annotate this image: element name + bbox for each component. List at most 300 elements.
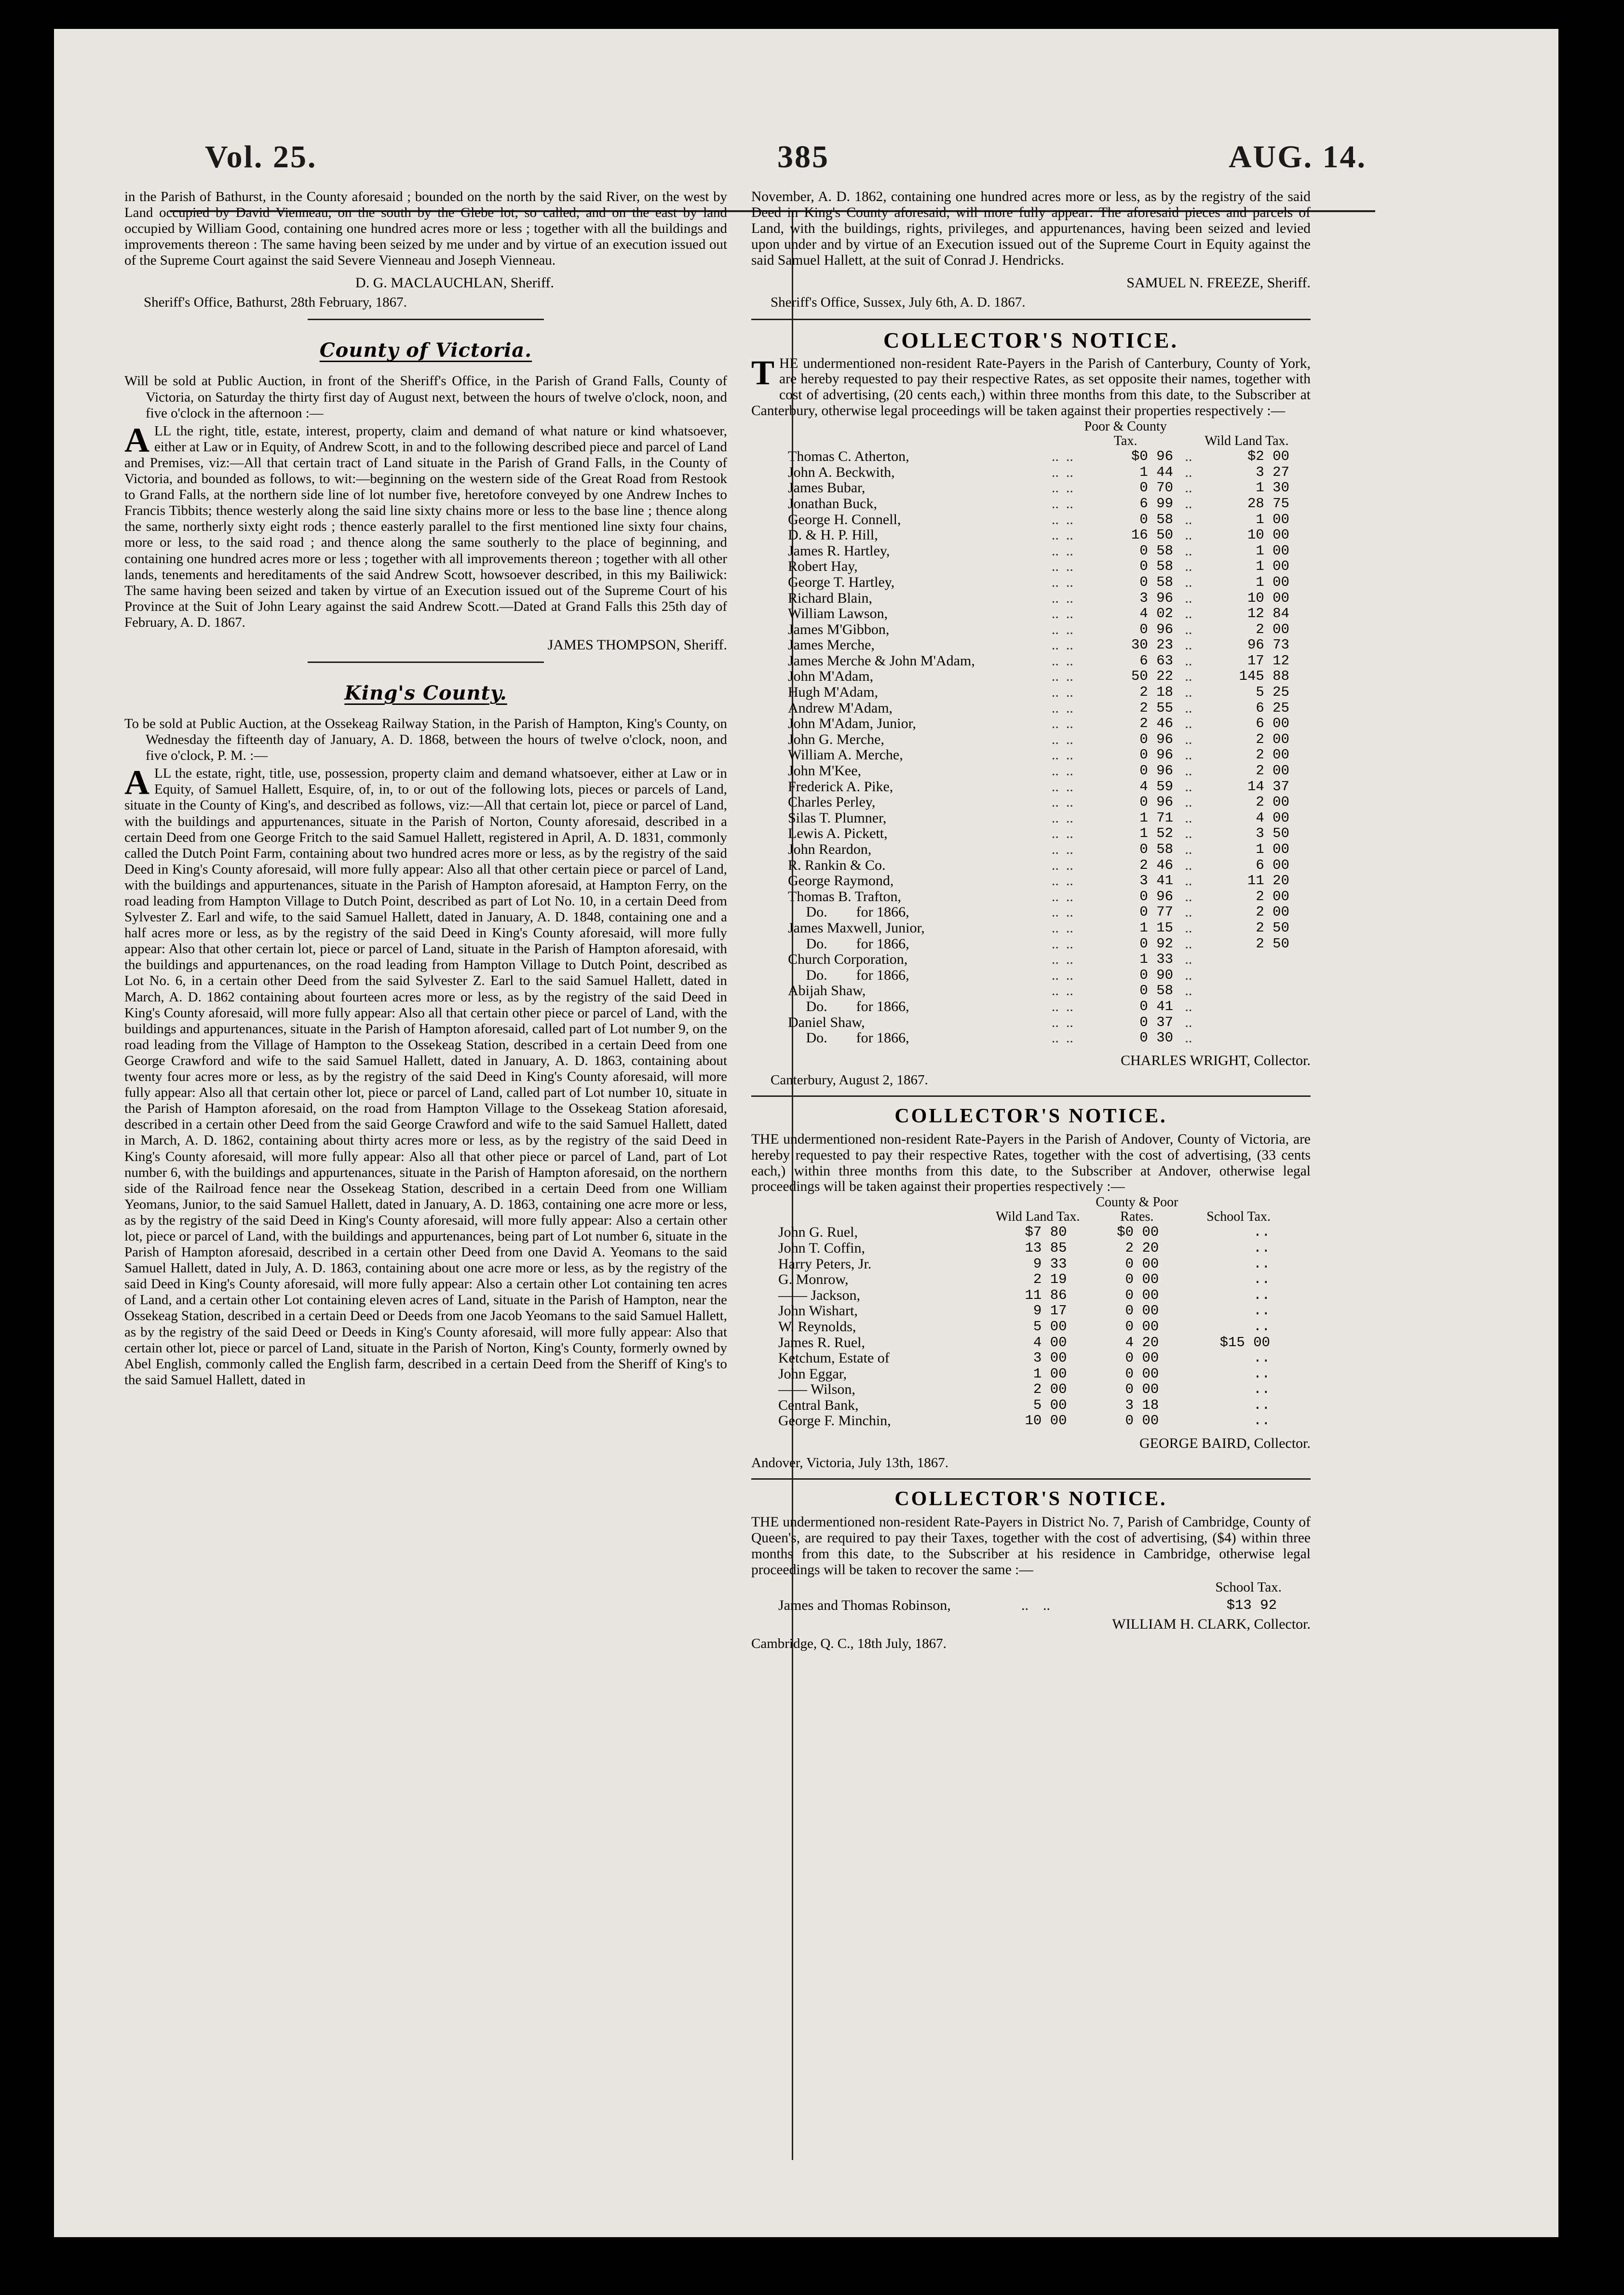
canterbury-row	[788, 685, 1289, 701]
ratepayer-name: Thomas C. Atherton,	[788, 448, 909, 465]
leader-dots: .. ..	[1051, 810, 1073, 826]
wild-land-tax: 1 00	[1256, 511, 1289, 527]
canterbury-row	[788, 904, 1289, 920]
poor-county-tax: 4 59	[1139, 778, 1174, 795]
poor-county-tax: 0 96	[1139, 763, 1174, 779]
leader-dots: .. ..	[1051, 684, 1073, 701]
canterbury-row	[788, 1015, 1289, 1031]
andover-intro: THE undermentioned non-resident Rate-Payers in the Parish of Andover, County of Victoria, are hereby requested to pay their respective Rates, together with the cost of advertising, (33 cents each,) within three months from this date, to the Subscriber at Andover, otherwise legal proceedings will be taken against their properties respectively :—	[751, 1131, 1311, 1195]
county-poor-rates: 0 00	[1125, 1413, 1159, 1429]
ratepayer-name: Church Corporation,	[788, 951, 908, 968]
ratepayer-name: Do. for 1866,	[788, 904, 909, 920]
andover-row	[769, 1413, 1289, 1429]
victoria-body-text: LL the right, title, estate, interest, property, claim and demand of what nature or kind whatsoever, either at Law or in Equity, of Andrew Scott, in and to the following described piece and parcel of Land and Premises, viz:—All that certain tract of Land situate in the Parish of Grand Falls, in the County of Victoria, and bounded as follows, to wit:—beginning on the western side of the Great Road from Restook to Grand Falls, at the northern side line of lot number five, heretofore conveyed by one Andrew Inches to Francis Tibbits; thence westerly along the said line sixty chains more or less to the base line ; thence along the same, northerly sixty eight rods ; thence easterly parallel to the first mentioned line sixty four chains, more or less, to the said road ; and thence along the same southerly to the place of beginning, and containing one hundred acres more or less ; together with all improvements thereon ; together with all other lands, tenements and hereditaments of the said Andrew Scott, howsoever described, in this my Bailiwick: The same having been seized and taken by virtue of an Execution issued out of the Supreme Court of his Province at the Suit of John Leary against the said Andrew Scott.—Dated at Grand Falls this 25th day of February, A. D. 1867.	[124, 423, 727, 630]
ratepayer-name: —— Wilson,	[778, 1381, 855, 1398]
leader-dots: .. ..	[1051, 558, 1073, 575]
andover-row	[769, 1335, 1289, 1351]
ratepayer-name: James R. Ruel,	[778, 1334, 865, 1350]
leader-dots: .. ..	[1051, 747, 1073, 763]
poor-county-tax: 0 37	[1139, 1014, 1174, 1030]
leader-dots: .. ..	[1051, 652, 1073, 669]
canterbury-title: COLLECTOR'S NOTICE.	[883, 327, 1178, 352]
bathurst-dateline: Sheriff's Office, Bathurst, 28th February, 1867.	[144, 295, 407, 310]
wild-land-tax: $2 00	[1247, 448, 1289, 465]
ratepayer-name: William A. Merche,	[788, 747, 903, 763]
leader-dots: ..	[1185, 904, 1192, 920]
leader-dots: .. ..	[1051, 873, 1073, 889]
andover-rows	[769, 1225, 1289, 1429]
county-poor-rates: $0 00	[1117, 1224, 1159, 1241]
wild-land-tax: 13 85	[1025, 1240, 1067, 1256]
leader-dots: .. ..	[1051, 1014, 1073, 1030]
leader-dots: ..	[1185, 951, 1192, 968]
victoria-heading: County of Victoria.	[319, 339, 532, 362]
andover-row	[769, 1319, 1289, 1335]
wild-land-tax: 1 00	[1033, 1365, 1067, 1382]
kings-body-text: LL the estate, right, title, use, possession, property claim and demand whatsoever, either at Law or in Equity, of Samuel Hallett, Esquire, of, in, to or out of the following lots, pieces or parcels of Land, situate in the County of King's, and described as follows, viz:—All that certain lot, piece or parcel of Land, with the buildings and appurtenances, situate in the Parish of Norton, County aforesaid, described in a certain Deed from one George Fritch to the said Samuel Hallett, registered in April, A. D. 1831, commonly called the Dutch Point Farm, containing about two hundred acres more or less, as by the registry of the said Deed in King's County aforesaid, will more fully appear: Also all that other certain piece or parcel of Land, with the buildings and appurtenances, situate in the Parish of Hampton aforesaid, at Hampton Ferry, on the road leading from Hampton Village to Dutch Point, described as part of Lot No. 10, in a certain Deed from Sylvester Z. Earl and wife, to the said Samuel Hallett, dated in January, A. D. 1848, containing one and a half acres more or less, as by the registry of the said Deed in King's County aforesaid, will more fully appear: Also that other certain lot, piece or parcel of Land, situate in the Parish of Hampton aforesaid, with the buildings and appurtenances, on the road leading from Hampton Village to Dutch Point, described as Lot No. 6, in a certain other Deed from the said Sylvester Z. Earl to the said Samuel Hallett, dated in March, A. D. 1862 containing about fourteen acres more or less, as by the registry of the said Deed in King's County aforesaid, will more fully appear: Also all that certain other piece or parcel of Land, with the buildings and appurtenances, situate in the Parish of Hampton aforesaid, called part of Lot number 9, on the road leading from the Village of Hampton to the Ossekeag Station, described in a certain Deed from one George Crawford and wife to the said Samuel Hallett, dated in January, A. D. 1863, containing about twenty four acres more or less, as by the registry of the said Deed in King's County aforesaid, will more fully appear: Also all that certain other lot, piece or parcel of Land, called part of Lot number 10, situate in the Parish of Hampton aforesaid, on the road from Hampton Village to the Ossekeag Station aforesaid, described in a certain other Deed from the said George Crawford and wife to the said Samuel Hallett, dated in March, A. D. 1862, containing about thirty acres more or less, as by the registry of the said Deed in King's County aforesaid, will more fully appear: Also all that other piece or parcel of Land, part of Lot number 6, with the buildings and appurtenances, situate in the Parish of Hampton aforesaid, on the northern side of the Railroad fence near the Ossekeag Station, described in a certain Deed from one William Yeomans, Junior, to the said Samuel Hallett, dated in January, A. D. 1863, containing one acre more or less, as by the registry of the said Deed in King's County aforesaid, will more fully appear: Also a certain other lot, piece or parcel of Land, with the buildings and appurtenances, being part of Lot number 6, situate in the Parish of Hampton aforesaid, described in a certain other Deed from one David A. Yeomans to the said Samuel Hallett, dated in July, A. D. 1863, containing about one acre more or less, as by the registry of the said Deed in King's County aforesaid, will more fully appear: Also a certain other Lot containing ten acres of Land, and a certain other Lot containing eleven acres of Land, situate in the Parish of Hampton, near the Ossekeag Station, described in a certain Deed or Deeds from one Jacob Yeomans to the said Samuel Hallett, as by the registry of the said Deed or Deeds in King's County aforesaid, will more fully appear: Also that certain other lot, piece or parcel of Land, situate in the Parish of Norton, King's County, formerly owned by Abel English, commonly called the English farm, described in a certain Deed from the Sheriff of King's to the said Samuel Hallett, dated in	[124, 766, 727, 1388]
ratepayer-name: John Eggar,	[778, 1365, 847, 1382]
kings-continuation: November, A. D. 1862, containing one hundred acres more or less, as by the registry of the said Deed in King's County aforesaid, will more fully appear: The aforesaid pieces and parcels of Land, with the buildings, rights, privileges, and appurtenances, having been seized and levied upon under and by virtue of an Execution issued out of the Supreme Court in Equity against the said Samuel Hallett, at the suit of Conrad J. Hendricks.	[751, 189, 1311, 268]
leader-dots: .. ..	[1051, 527, 1073, 543]
volume-label: Vol. 25.	[205, 139, 317, 175]
victoria-dropcap: A	[124, 420, 149, 459]
wild-land-tax: 12 84	[1247, 606, 1289, 622]
leader-dots: .. ..	[1051, 700, 1073, 716]
wild-land-tax: 6 00	[1256, 716, 1289, 732]
wild-land-tax: 2 50	[1256, 935, 1289, 952]
kings-heading: King's County.	[344, 681, 507, 704]
leader-dots: ..	[1185, 919, 1192, 936]
leader-dots: .. ..	[1051, 888, 1073, 904]
ratepayer-name: Hugh M'Adam,	[788, 684, 879, 701]
canterbury-row	[788, 858, 1289, 874]
leader-dots: ..	[1185, 794, 1192, 810]
ratepayer-name: John G. Merche,	[788, 731, 884, 747]
wild-land-tax: 1 00	[1256, 574, 1289, 590]
leader-dots: ..	[1185, 527, 1192, 543]
poor-county-tax: 0 30	[1139, 1030, 1174, 1046]
cambridge-row-name: James and Thomas Robinson,	[778, 1597, 951, 1613]
canterbury-row	[788, 527, 1289, 543]
cambridge-intro: THE undermentioned non-resident Rate-Payers in District No. 7, Parish of Cambridge, County of Queen's, are required to pay their Taxes, together with the cost of advertising, ($4) within three months from this date, to the Subscriber at his residence in Cambridge, otherwise legal proceedings will be taken to recover the same :—	[751, 1514, 1311, 1578]
poor-county-tax: 1 44	[1139, 464, 1174, 480]
poor-county-tax: 1 15	[1139, 919, 1174, 936]
andover-row	[769, 1241, 1289, 1256]
leader-dots: .. ..	[1051, 998, 1073, 1014]
ratepayer-name: James Merche,	[788, 637, 875, 653]
leader-dots: ..	[1185, 480, 1192, 496]
wild-land-tax: 4 00	[1256, 810, 1289, 826]
school-tax: ..	[1253, 1287, 1270, 1303]
leader-dots: .. ..	[1051, 606, 1073, 622]
section-rule	[308, 662, 544, 663]
cambridge-row	[751, 1596, 1311, 1615]
leader-dots: ..	[1185, 1030, 1192, 1046]
leader-dots: ..	[1185, 1014, 1192, 1030]
ratepayer-name: James M'Gibbon,	[788, 621, 890, 637]
cambridge-dots: .. ..	[1021, 1597, 1050, 1613]
leader-dots: ..	[1185, 935, 1192, 952]
ratepayer-name: George F. Minchin,	[778, 1413, 891, 1429]
wild-land-tax: 2 00	[1256, 763, 1289, 779]
canterbury-intro	[751, 353, 1311, 419]
wild-land-tax	[1204, 999, 1289, 1015]
leader-dots: .. ..	[1051, 731, 1073, 747]
leader-dots: .. ..	[1051, 574, 1073, 590]
poor-county-tax: 0 96	[1139, 747, 1174, 763]
leader-dots: ..	[1185, 590, 1192, 606]
canterbury-col-wild: Wild Land Tax.	[1204, 433, 1289, 449]
canterbury-dropcap: T	[751, 353, 775, 392]
leader-dots: .. ..	[1051, 1030, 1073, 1046]
ratepayer-name: Do. for 1866,	[788, 935, 909, 952]
wild-land-tax: 14 37	[1247, 778, 1289, 795]
andover-table	[769, 1195, 1289, 1429]
poor-county-tax: 2 46	[1139, 716, 1174, 732]
leader-dots: .. ..	[1051, 825, 1073, 842]
canterbury-row	[788, 559, 1289, 575]
poor-county-tax: 0 58	[1139, 983, 1174, 999]
leader-dots: .. ..	[1051, 668, 1073, 685]
ratepayer-name: James Bubar,	[788, 480, 866, 496]
ratepayer-name: G. Monrow,	[778, 1271, 849, 1288]
poor-county-tax: 0 41	[1139, 998, 1174, 1014]
victoria-signature: JAMES THOMPSON, Sheriff.	[547, 636, 727, 653]
andover-row	[769, 1225, 1289, 1241]
wild-land-tax: 5 00	[1033, 1397, 1067, 1413]
canterbury-row	[788, 747, 1289, 763]
leader-dots: .. ..	[1051, 778, 1073, 795]
leader-dots: .. ..	[1051, 983, 1073, 999]
ratepayer-name: W. Reynolds,	[778, 1318, 856, 1335]
leader-dots: ..	[1185, 841, 1192, 857]
poor-county-tax: 0 90	[1139, 967, 1174, 983]
school-tax: $15 00	[1219, 1334, 1270, 1350]
ratepayer-name: Jonathan Buck,	[788, 495, 877, 512]
wild-land-tax	[1204, 1015, 1289, 1031]
poor-county-tax: 50 22	[1131, 668, 1174, 685]
canterbury-row	[788, 952, 1289, 968]
ratepayer-name: D. & H. P. Hill,	[788, 527, 878, 543]
poor-county-tax: 0 58	[1139, 574, 1174, 590]
county-poor-rates: 0 00	[1125, 1318, 1159, 1335]
leader-dots: .. ..	[1051, 542, 1073, 559]
leader-dots: .. ..	[1051, 951, 1073, 968]
poor-county-tax: 2 18	[1139, 684, 1174, 701]
canterbury-row	[788, 983, 1289, 999]
wild-land-tax: 2 50	[1256, 919, 1289, 936]
leader-dots: .. ..	[1051, 480, 1073, 496]
canterbury-row	[788, 512, 1289, 528]
canterbury-rows	[788, 449, 1289, 1046]
ratepayer-name: John M'Kee,	[788, 763, 862, 779]
canterbury-dateline: Canterbury, August 2, 1867.	[771, 1072, 928, 1088]
ratepayer-name: Ketchum, Estate of	[778, 1350, 890, 1366]
right-column	[751, 189, 1311, 2115]
county-poor-rates: 0 00	[1125, 1303, 1159, 1319]
canterbury-row	[788, 591, 1289, 607]
victoria-intro: Will be sold at Public Auction, in front of the Sheriff's Office, in the Parish of Grand Falls, County of Victoria, on Saturday the thirty first day of August next, between the hours of twelve o'clock, noon, and five o'clock in the afternoon :—	[124, 373, 727, 421]
canterbury-row	[788, 716, 1289, 732]
wild-land-tax	[1204, 968, 1289, 984]
ratepayer-name: Central Bank,	[778, 1397, 859, 1413]
poor-county-tax: 6 63	[1139, 652, 1174, 669]
wild-land-tax: 3 27	[1256, 464, 1289, 480]
leader-dots: ..	[1185, 731, 1192, 747]
school-tax: ..	[1253, 1303, 1270, 1319]
wild-land-tax: 1 00	[1256, 558, 1289, 575]
poor-county-tax: 0 58	[1139, 511, 1174, 527]
county-poor-rates: 0 00	[1125, 1256, 1159, 1272]
bathurst-notice: in the Parish of Bathurst, in the County aforesaid ; bounded on the north by the said River, on the west by Land occupied by David Vienneau, on the south by the Glebe lot, so called, and on the east by land occupied by William Good, containing one hundred acres more or less ; together with all the buildings and improvements thereon : The same having been seized by me under and by virtue of an execution issued out of the Supreme Court against the said Severe Vienneau and Joseph Vienneau.	[124, 189, 727, 269]
leader-dots: ..	[1185, 574, 1192, 590]
wild-land-tax: 6 00	[1256, 857, 1289, 873]
wild-land-tax: 9 33	[1033, 1256, 1067, 1272]
ratepayer-name: Charles Perley,	[788, 794, 876, 810]
poor-county-tax: 30 23	[1131, 637, 1174, 653]
andover-row	[769, 1288, 1289, 1304]
poor-county-tax: 1 33	[1139, 951, 1174, 968]
school-tax: ..	[1253, 1381, 1270, 1398]
leader-dots: ..	[1185, 668, 1192, 685]
ratepayer-name: Richard Blain,	[788, 590, 872, 606]
ratepayer-name: Do. for 1866,	[788, 998, 909, 1014]
canterbury-row	[788, 480, 1289, 496]
poor-county-tax: 3 41	[1139, 873, 1174, 889]
county-poor-rates: 2 20	[1125, 1240, 1159, 1256]
ratepayer-name: John M'Adam, Junior,	[788, 716, 916, 732]
leader-dots: ..	[1185, 464, 1192, 480]
county-poor-rates: 0 00	[1125, 1365, 1159, 1382]
ratepayer-name: Frederick A. Pike,	[788, 778, 893, 795]
wild-land-tax	[1204, 952, 1289, 968]
ratepayer-name: Abijah Shaw,	[788, 983, 866, 999]
leader-dots: ..	[1185, 637, 1192, 653]
ratepayer-name: R. Rankin & Co.	[788, 857, 886, 873]
andover-row	[769, 1382, 1289, 1398]
school-tax: ..	[1253, 1240, 1270, 1256]
page-number: 385	[777, 139, 829, 175]
ratepayer-name: George Raymond,	[788, 873, 894, 889]
poor-county-tax: 16 50	[1131, 527, 1174, 543]
leader-dots: ..	[1185, 652, 1192, 669]
ratepayer-name: Do. for 1866,	[788, 967, 909, 983]
leader-dots: ..	[1185, 967, 1192, 983]
county-poor-rates: 0 00	[1125, 1271, 1159, 1288]
leader-dots: ..	[1185, 606, 1192, 622]
wild-land-tax: 10 00	[1247, 590, 1289, 606]
leader-dots: ..	[1185, 747, 1192, 763]
leader-dots: ..	[1185, 542, 1192, 559]
leader-dots: ..	[1185, 716, 1192, 732]
ratepayer-name: John A. Beckwith,	[788, 464, 895, 480]
poor-county-tax: 0 58	[1139, 841, 1174, 857]
poor-county-tax: 6 99	[1139, 495, 1174, 512]
section-rule	[751, 319, 1311, 320]
canterbury-row	[788, 1030, 1289, 1046]
wild-land-tax: 3 50	[1256, 825, 1289, 842]
leader-dots: ..	[1185, 983, 1192, 999]
andover-col-school: School Tax.	[1206, 1209, 1271, 1225]
canterbury-col-poor: Poor & County Tax.	[1084, 419, 1167, 449]
poor-county-tax: 0 58	[1139, 542, 1174, 559]
kings-signature: SAMUEL N. FREEZE, Sheriff.	[1126, 274, 1311, 291]
canterbury-intro-text: HE undermentioned non-resident Rate-Payers in the Parish of Canterbury, County of York, are hereby requested to pay their respective Rates, as set opposite their names, together with cost of advertising, (20 cents each,) within three months from this date, to the Subscriber at Canterbury, otherwise legal proceedings will be taken against their properties respectively :—	[751, 355, 1311, 419]
ratepayer-name: Andrew M'Adam,	[788, 700, 893, 716]
wild-land-tax: 10 00	[1247, 527, 1289, 543]
leader-dots: ..	[1185, 763, 1192, 779]
canterbury-row	[788, 889, 1289, 905]
wild-land-tax: 2 00	[1256, 904, 1289, 920]
poor-county-tax: 3 96	[1139, 590, 1174, 606]
canterbury-row	[788, 826, 1289, 842]
leader-dots: .. ..	[1051, 464, 1073, 480]
ratepayer-name: James Merche & John M'Adam,	[788, 652, 975, 669]
left-column	[124, 189, 727, 2115]
poor-county-tax: 4 02	[1139, 606, 1174, 622]
ratepayer-name: William Lawson,	[788, 606, 888, 622]
andover-row	[769, 1350, 1289, 1366]
poor-county-tax: 0 77	[1139, 904, 1174, 920]
poor-county-tax: 0 96	[1139, 888, 1174, 904]
canterbury-row	[788, 795, 1289, 810]
poor-county-tax: 0 58	[1139, 558, 1174, 575]
leader-dots: ..	[1185, 825, 1192, 842]
canterbury-row	[788, 622, 1289, 638]
andover-row	[769, 1256, 1289, 1272]
ratepayer-name: James R. Hartley,	[788, 542, 890, 559]
canterbury-row	[788, 968, 1289, 984]
leader-dots: ..	[1185, 621, 1192, 637]
ratepayer-name: —— Jackson,	[778, 1287, 860, 1303]
wild-land-tax: 2 00	[1256, 731, 1289, 747]
ratepayer-name: John T. Coffin,	[778, 1240, 866, 1256]
wild-land-tax: 6 25	[1256, 700, 1289, 716]
victoria-body	[124, 420, 727, 631]
wild-land-tax: 2 00	[1256, 888, 1289, 904]
canterbury-row	[788, 496, 1289, 512]
school-tax: ..	[1253, 1256, 1270, 1272]
wild-land-tax: 5 00	[1033, 1318, 1067, 1335]
andover-col-wild: Wild Land Tax.	[996, 1209, 1080, 1225]
leader-dots: .. ..	[1051, 511, 1073, 527]
ratepayer-name: John Reardon,	[788, 841, 872, 857]
canterbury-row	[788, 920, 1289, 936]
cambridge-signature: WILLIAM H. CLARK, Collector.	[1112, 1616, 1311, 1632]
wild-land-tax: 145 88	[1239, 668, 1289, 685]
canterbury-row	[788, 763, 1289, 779]
canterbury-row	[788, 637, 1289, 653]
county-poor-rates: 3 18	[1125, 1397, 1159, 1413]
leader-dots: .. ..	[1051, 919, 1073, 936]
leader-dots: .. ..	[1051, 904, 1073, 920]
leader-dots: ..	[1185, 700, 1192, 716]
leader-dots: ..	[1185, 778, 1192, 795]
section-rule	[308, 319, 544, 320]
andover-col-county: County & Poor Rates.	[1096, 1195, 1178, 1225]
leader-dots: .. ..	[1051, 763, 1073, 779]
leader-dots: .. ..	[1051, 794, 1073, 810]
canterbury-row	[788, 465, 1289, 481]
leader-dots: .. ..	[1051, 637, 1073, 653]
leader-dots: ..	[1185, 857, 1192, 873]
wild-land-tax: 2 00	[1256, 794, 1289, 810]
canterbury-row	[788, 701, 1289, 716]
canterbury-row	[788, 669, 1289, 685]
school-tax: ..	[1253, 1271, 1270, 1288]
school-tax: ..	[1253, 1224, 1270, 1241]
canterbury-signature: CHARLES WRIGHT, Collector.	[1121, 1052, 1311, 1068]
canterbury-row	[788, 936, 1289, 952]
ratepayer-name: George H. Connell,	[788, 511, 901, 527]
wild-land-tax: 2 00	[1256, 747, 1289, 763]
wild-land-tax: 11 86	[1025, 1287, 1067, 1303]
wild-land-tax: 4 00	[1033, 1334, 1067, 1350]
school-tax: ..	[1253, 1318, 1270, 1335]
leader-dots: ..	[1185, 684, 1192, 701]
leader-dots: ..	[1185, 558, 1192, 575]
andover-row	[769, 1303, 1289, 1319]
kings-dropcap: A	[124, 763, 149, 802]
canterbury-row	[788, 779, 1289, 795]
wild-land-tax: 5 25	[1256, 684, 1289, 701]
county-poor-rates: 0 00	[1125, 1381, 1159, 1398]
wild-land-tax: 1 00	[1256, 841, 1289, 857]
poor-county-tax: 2 46	[1139, 857, 1174, 873]
cambridge-dateline: Cambridge, Q. C., 18th July, 1867.	[751, 1635, 947, 1651]
poor-county-tax: 1 52	[1139, 825, 1174, 842]
canterbury-row	[788, 999, 1289, 1015]
wild-land-tax: 11 20	[1247, 873, 1289, 889]
ratepayer-name: Thomas B. Trafton,	[788, 888, 902, 904]
wild-land-tax: 10 00	[1025, 1413, 1067, 1429]
wild-land-tax: 1 00	[1256, 542, 1289, 559]
wild-land-tax	[1204, 1030, 1289, 1046]
andover-row	[769, 1272, 1289, 1288]
leader-dots: .. ..	[1051, 716, 1073, 732]
ratepayer-name: James Maxwell, Junior,	[788, 919, 925, 936]
andover-row	[769, 1398, 1289, 1414]
cambridge-title: COLLECTOR'S NOTICE.	[894, 1488, 1167, 1511]
school-tax: ..	[1253, 1350, 1270, 1366]
canterbury-row	[788, 653, 1289, 669]
wild-land-tax: 1 30	[1256, 480, 1289, 496]
andover-title: COLLECTOR'S NOTICE.	[894, 1105, 1167, 1127]
canterbury-row	[788, 543, 1289, 559]
leader-dots: .. ..	[1051, 841, 1073, 857]
cambridge-row-value: $13 92	[1226, 1597, 1277, 1613]
kings-dateline: Sheriff's Office, Sussex, July 6th, A. D. 1867.	[771, 294, 1026, 310]
leader-dots: ..	[1185, 810, 1192, 826]
ratepayer-name: John Wishart,	[778, 1303, 858, 1319]
ratepayer-name: John G. Ruel,	[778, 1224, 858, 1241]
poor-county-tax: $0 96	[1131, 448, 1174, 465]
wild-land-tax	[1204, 983, 1289, 999]
county-poor-rates: 4 20	[1125, 1334, 1159, 1350]
ratepayer-name: Daniel Shaw,	[788, 1014, 865, 1030]
canterbury-row	[788, 810, 1289, 826]
section-rule	[751, 1478, 1311, 1480]
leader-dots: ..	[1185, 511, 1192, 527]
wild-land-tax: 2 00	[1256, 621, 1289, 637]
leader-dots: .. ..	[1051, 621, 1073, 637]
poor-county-tax: 0 92	[1139, 935, 1174, 952]
poor-county-tax: 0 96	[1139, 794, 1174, 810]
county-poor-rates: 0 00	[1125, 1350, 1159, 1366]
andover-row	[769, 1366, 1289, 1382]
poor-county-tax: 0 70	[1139, 480, 1174, 496]
ratepayer-name: Do. for 1866,	[788, 1030, 909, 1046]
